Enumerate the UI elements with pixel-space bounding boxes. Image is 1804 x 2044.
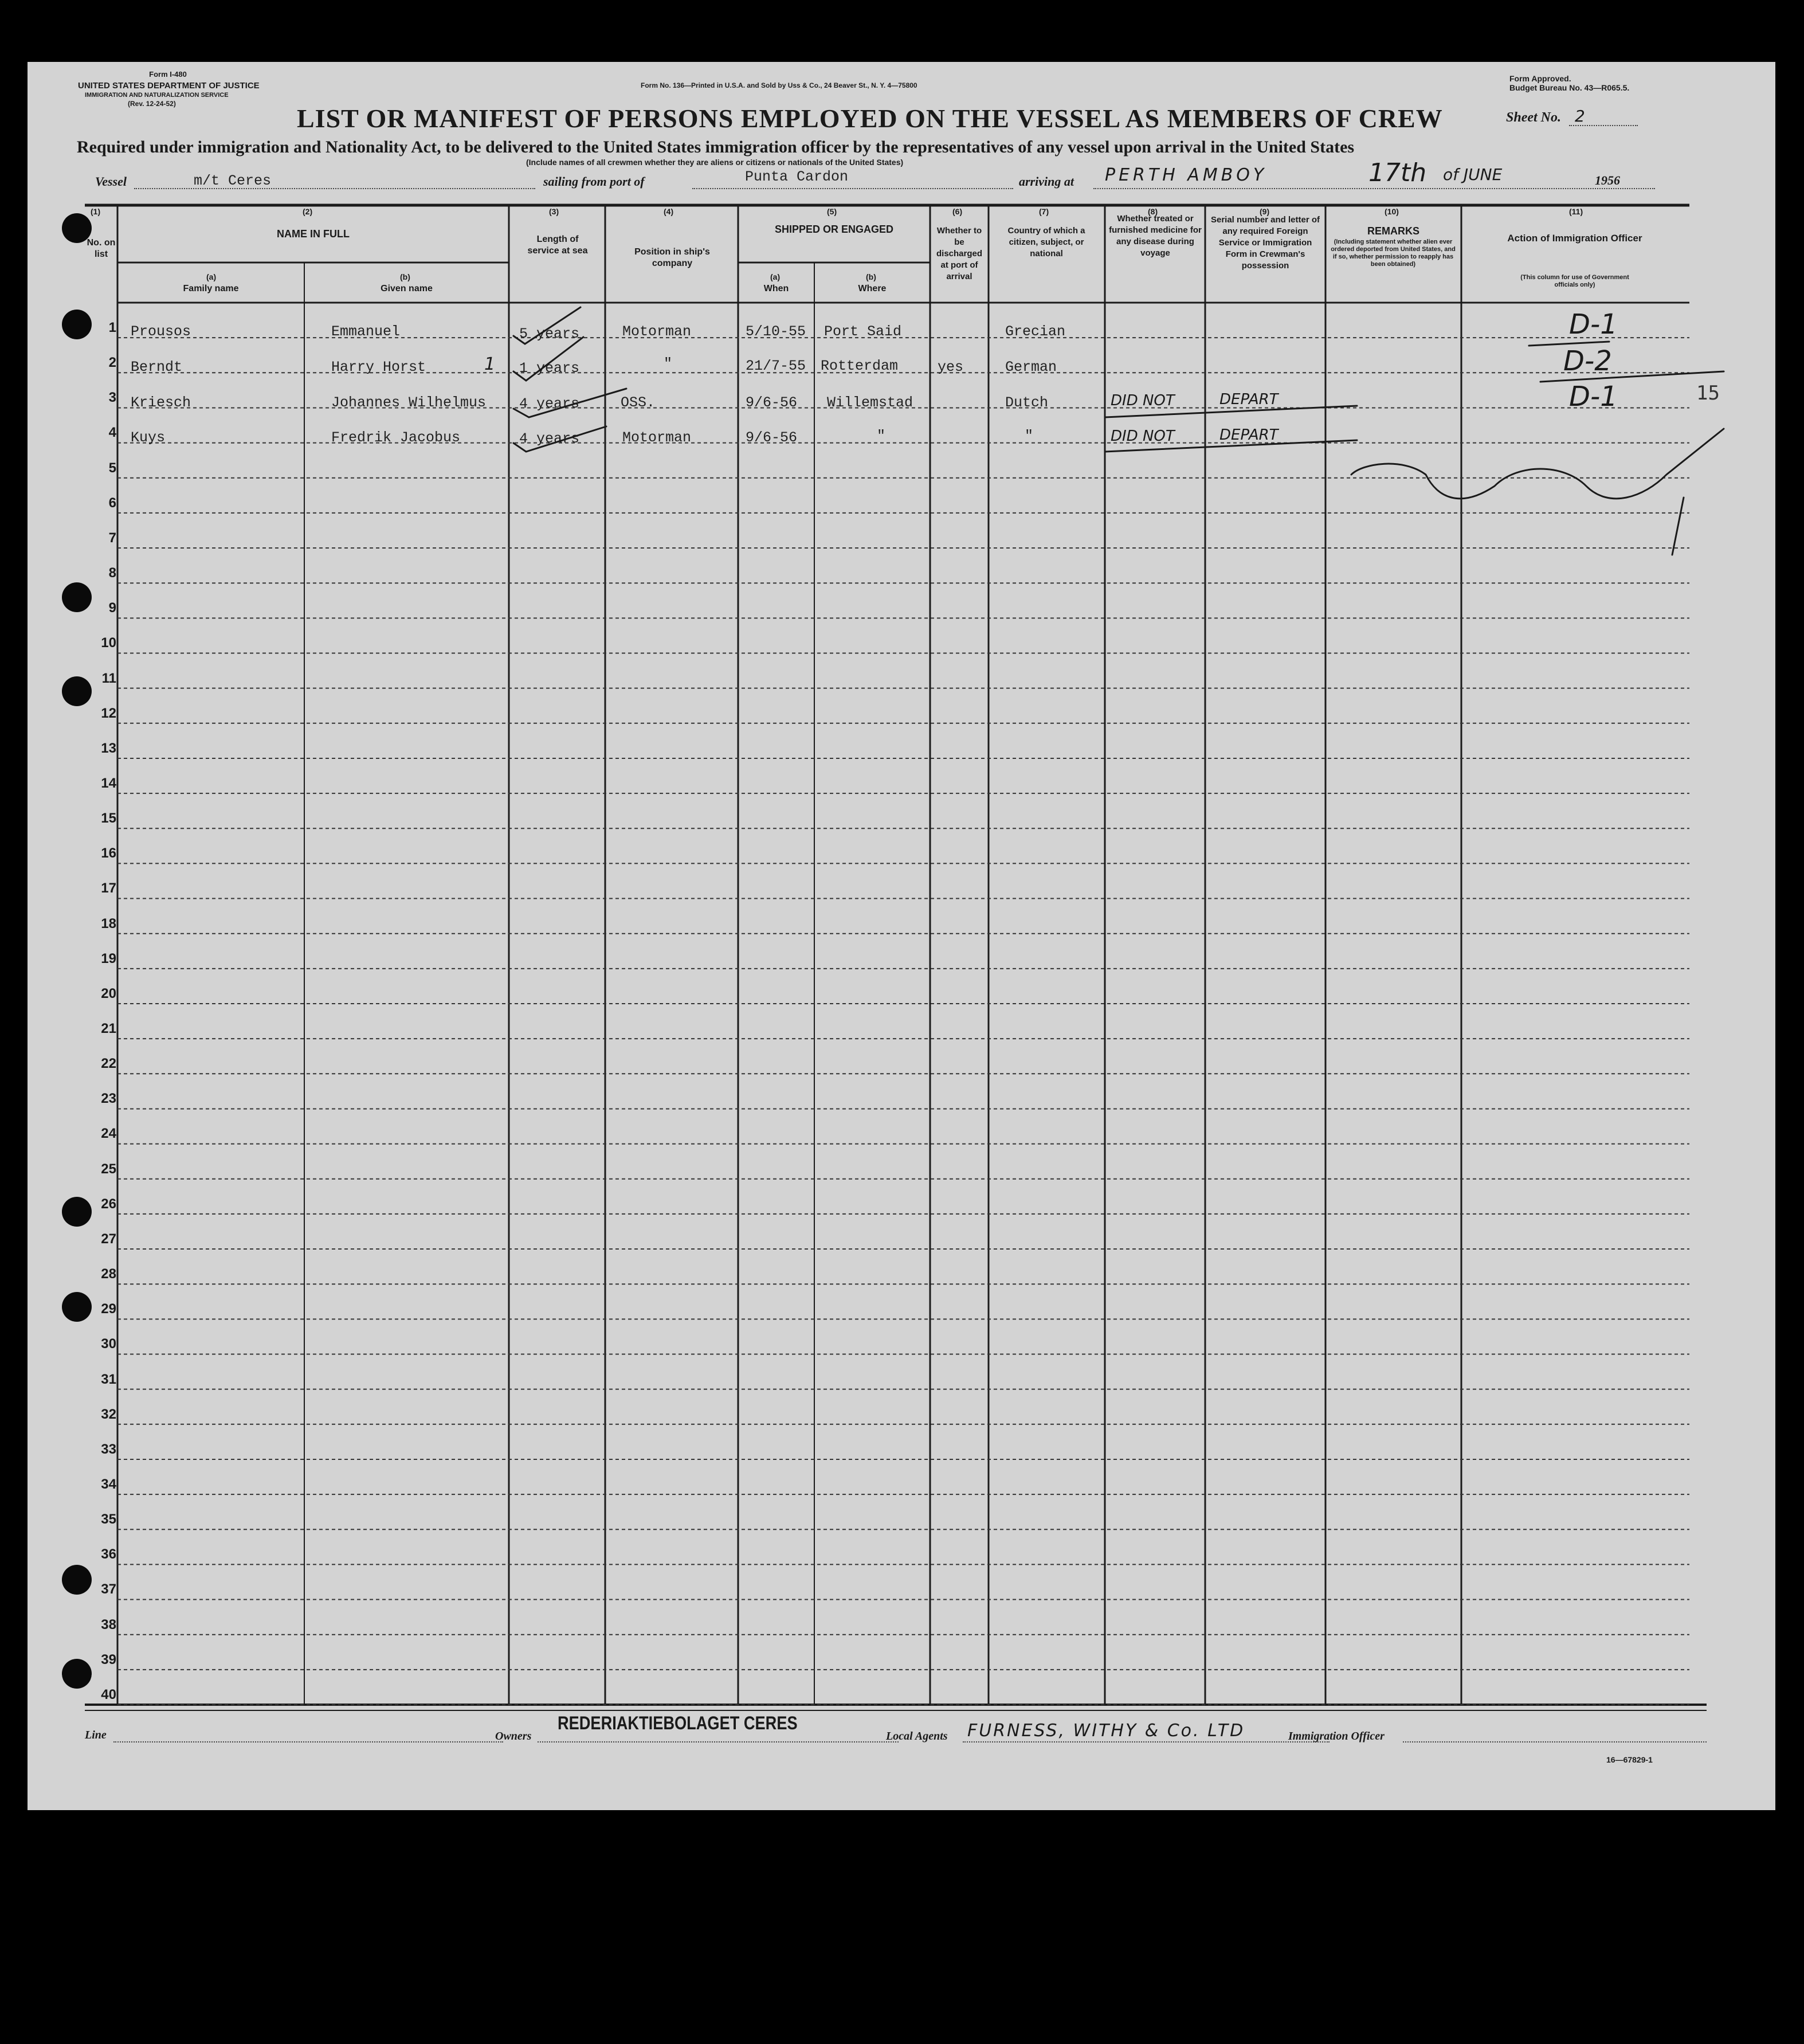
col-action: Action of Immigration Officer bbox=[1507, 233, 1642, 244]
col5-number: (5) bbox=[827, 207, 837, 216]
punch-hole bbox=[62, 676, 92, 706]
row1-position: Motorman bbox=[622, 323, 692, 340]
col-2b-number: (b) bbox=[400, 272, 410, 281]
row-number: 28 bbox=[101, 1266, 116, 1282]
manifest-sheet bbox=[28, 62, 1775, 1810]
row3-given: Johannes Wilhelmus bbox=[331, 394, 487, 411]
col-remarks: REMARKS bbox=[1367, 225, 1419, 237]
col-remarks-note: (Including statement whether alien ever ordered deported from United States, and if so, whether permission to reapply has been obtained) bbox=[1331, 238, 1456, 268]
row4-when: 9/6-56 bbox=[746, 429, 798, 446]
row2-given: Harry Horst bbox=[331, 359, 426, 375]
page-title: LIST OR MANIFEST OF PERSONS EMPLOYED ON THE VESSEL AS MEMBERS OF CREW bbox=[297, 104, 1443, 133]
row-number: 33 bbox=[101, 1441, 116, 1457]
row-number: 38 bbox=[101, 1616, 116, 1632]
row-number: 21 bbox=[101, 1021, 116, 1036]
sailing-port: Punta Cardon bbox=[745, 169, 849, 185]
arriving-label: arriving at bbox=[1019, 174, 1074, 189]
col8-number: (8) bbox=[1148, 207, 1158, 216]
row1-service: 5 years bbox=[519, 326, 580, 342]
form-id: Form I-480 bbox=[149, 70, 187, 79]
col-shipped-engaged: SHIPPED OR ENGAGED bbox=[774, 224, 894, 235]
row4-service: 4 years bbox=[519, 430, 580, 447]
punch-hole bbox=[62, 213, 92, 243]
row-number: 36 bbox=[101, 1546, 116, 1563]
form-code: 16—67829-1 bbox=[1606, 1755, 1653, 1764]
row3-medicine: DID NOT bbox=[1111, 392, 1175, 409]
col-country: Country of which a citizen, subject, or national bbox=[1007, 226, 1085, 259]
row1-country: Grecian bbox=[1005, 323, 1066, 340]
col7-number: (7) bbox=[1039, 207, 1049, 216]
row-number: 4 bbox=[108, 425, 116, 441]
row3-action: D-1 bbox=[1569, 381, 1618, 413]
row2-service: 1 years bbox=[519, 360, 580, 377]
row-number: 12 bbox=[101, 705, 116, 721]
col-length-of-service: Length of service at sea bbox=[527, 234, 588, 256]
row-number: 2 bbox=[108, 355, 116, 371]
agents-label: Local Agents bbox=[886, 1730, 948, 1743]
row-number: 29 bbox=[101, 1301, 116, 1317]
row-number: 27 bbox=[101, 1231, 116, 1247]
row3-position: OSS. bbox=[621, 394, 656, 411]
row4-position: Motorman bbox=[622, 429, 692, 446]
row-number: 13 bbox=[101, 740, 116, 756]
col-serial-form: Serial number and letter of any required Foreign Service or Immigration Form in Crewman's possession bbox=[1210, 215, 1320, 271]
row-number: 7 bbox=[108, 530, 116, 546]
row-number: 5 bbox=[108, 460, 116, 476]
row-number: 32 bbox=[101, 1406, 116, 1422]
col2-number: (2) bbox=[303, 207, 313, 216]
punch-hole bbox=[62, 1197, 92, 1227]
row-number: 24 bbox=[101, 1126, 116, 1142]
subtitle: Required under immigration and Nationality Act, to be delivered to the United States immigration officer by the representatives of any vessel upon arrival in the United States bbox=[77, 138, 1355, 156]
col1-number: (1) bbox=[91, 207, 101, 216]
row-number: 31 bbox=[101, 1371, 116, 1387]
budget-bureau: Budget Bureau No. 43—R065.5. bbox=[1509, 83, 1630, 92]
owners-label: Owners bbox=[495, 1730, 532, 1743]
row-number: 20 bbox=[101, 985, 116, 1001]
punch-hole bbox=[62, 310, 92, 339]
department-name: UNITED STATES DEPARTMENT OF JUSTICE bbox=[78, 81, 260, 91]
owners-name: REDERIAKTIEBOLAGET CERES bbox=[558, 1713, 798, 1733]
row-number: 6 bbox=[108, 495, 116, 511]
margin-count: 15 bbox=[1696, 382, 1720, 405]
punch-hole bbox=[62, 1565, 92, 1595]
row2-where: Rotterdam bbox=[821, 358, 899, 374]
row2-when: 21/7-55 bbox=[746, 358, 806, 374]
row-number: 18 bbox=[101, 915, 116, 931]
row2-mark: 1 bbox=[484, 354, 496, 374]
line-label: Line bbox=[85, 1729, 107, 1741]
row-number: 11 bbox=[101, 670, 116, 686]
row-number: 17 bbox=[101, 880, 116, 896]
row3-when: 9/6-56 bbox=[746, 394, 798, 411]
row1-family: Prousos bbox=[131, 323, 191, 340]
col-5b-number: (b) bbox=[866, 272, 876, 281]
col-2a-number: (a) bbox=[206, 272, 217, 281]
col-where: Where bbox=[858, 284, 887, 293]
row4-family: Kuys bbox=[131, 429, 166, 446]
row-number: 19 bbox=[101, 950, 116, 966]
row3-service: 4 years bbox=[519, 396, 580, 412]
agents-name: FURNESS, WITHY & Co. LTD bbox=[967, 1721, 1245, 1741]
col-medicine: Whether treated or furnished medicine for any disease during voyage bbox=[1109, 214, 1202, 258]
row2-action: D-2 bbox=[1563, 345, 1612, 377]
row4-where: " bbox=[877, 428, 886, 444]
row4-country: " bbox=[1025, 428, 1034, 444]
col-given-name: Given name bbox=[381, 284, 433, 293]
col3-number: (3) bbox=[549, 207, 559, 216]
row4-medicine: DID NOT bbox=[1111, 428, 1175, 445]
vessel-name: m/t Ceres bbox=[194, 173, 272, 189]
row3-country: Dutch bbox=[1005, 394, 1049, 411]
service-tick-1 bbox=[513, 307, 581, 344]
row3-family: Kriesch bbox=[131, 394, 191, 411]
row-number: 23 bbox=[101, 1091, 116, 1107]
arrival-day: 17th bbox=[1368, 158, 1427, 187]
row-number: 9 bbox=[108, 600, 116, 616]
handwriting-layer bbox=[28, 62, 1775, 1810]
col-family-name: Family name bbox=[183, 284, 239, 293]
row3-where: Willemstad bbox=[827, 394, 913, 411]
immigration-officer-label: Immigration Officer bbox=[1288, 1730, 1385, 1743]
form-approved: Form Approved. bbox=[1509, 74, 1571, 83]
revision-date: (Rev. 12-24-52) bbox=[128, 100, 176, 108]
col10-number: (10) bbox=[1385, 207, 1399, 216]
col9-number: (9) bbox=[1260, 207, 1270, 216]
row-number: 8 bbox=[108, 565, 116, 581]
row1-where: Port Said bbox=[824, 323, 902, 340]
arriving-port: PERTH AMBOY bbox=[1105, 165, 1268, 185]
row2-country: German bbox=[1005, 359, 1057, 375]
col-name-in-full: NAME IN FULL bbox=[277, 228, 350, 240]
row-number: 34 bbox=[101, 1476, 116, 1492]
sheet-number: 2 bbox=[1575, 107, 1585, 126]
include-note: (Include names of all crewmen whether they are aliens or citizens or nationals of the United States) bbox=[526, 158, 904, 167]
row-number: 16 bbox=[101, 845, 116, 862]
row-number: 39 bbox=[101, 1651, 116, 1667]
row4-given: Fredrik Jacobus bbox=[331, 429, 461, 446]
row2-family: Berndt bbox=[131, 359, 183, 375]
service-tick-4 bbox=[513, 426, 606, 452]
col-5a-number: (a) bbox=[770, 272, 781, 281]
row1-when: 5/10-55 bbox=[746, 323, 806, 340]
sheet-label: Sheet No. bbox=[1506, 110, 1561, 125]
row-number: 35 bbox=[101, 1512, 116, 1528]
arrival-month: of JUNE bbox=[1443, 165, 1503, 184]
col11-number: (11) bbox=[1569, 207, 1583, 216]
service-tick-3 bbox=[513, 389, 626, 417]
col-discharged: Whether to be discharged at port of arrival bbox=[936, 226, 983, 281]
row-number: 26 bbox=[101, 1196, 116, 1212]
row-number: 25 bbox=[101, 1161, 116, 1177]
arrival-year: 1956 bbox=[1595, 173, 1620, 187]
punch-hole bbox=[62, 1292, 92, 1322]
col6-number: (6) bbox=[952, 207, 963, 216]
row-number: 22 bbox=[101, 1056, 116, 1072]
col-action-note: (This column for use of Government officials only) bbox=[1520, 274, 1629, 288]
row-number: 37 bbox=[101, 1581, 116, 1597]
col4-number: (4) bbox=[664, 207, 674, 216]
strike-row3 bbox=[1105, 406, 1357, 417]
vessel-label: Vessel bbox=[95, 174, 127, 189]
row2-discharged: yes bbox=[938, 359, 964, 375]
row1-given: Emmanuel bbox=[331, 323, 401, 340]
col-when: When bbox=[763, 284, 789, 293]
row-number: 3 bbox=[108, 390, 116, 406]
punch-hole bbox=[62, 582, 92, 612]
row-number: 1 bbox=[108, 320, 116, 335]
col-position: Position in ship's company bbox=[634, 247, 710, 268]
punch-hole bbox=[62, 1659, 92, 1689]
sailing-label: sailing from port of bbox=[543, 174, 645, 189]
row-number: 40 bbox=[101, 1686, 116, 1702]
col-no-on-list: No. on list bbox=[87, 238, 116, 259]
row4-form: DEPART bbox=[1219, 426, 1279, 444]
officer-signature bbox=[1351, 429, 1724, 555]
row3-form: DEPART bbox=[1219, 391, 1279, 408]
row-number: 30 bbox=[101, 1336, 116, 1352]
row1-action: D-1 bbox=[1569, 308, 1618, 340]
service-name: IMMIGRATION AND NATURALIZATION SERVICE bbox=[85, 92, 229, 99]
printer-line: Form No. 136—Printed in U.S.A. and Sold by Uss & Co., 24 Beaver St., N. Y. 4—75800 bbox=[641, 81, 917, 89]
row-number: 10 bbox=[101, 635, 116, 651]
row-number: 14 bbox=[101, 775, 116, 791]
row-number: 15 bbox=[101, 810, 116, 827]
row2-position: " bbox=[664, 355, 673, 372]
strike-row4 bbox=[1105, 440, 1357, 452]
